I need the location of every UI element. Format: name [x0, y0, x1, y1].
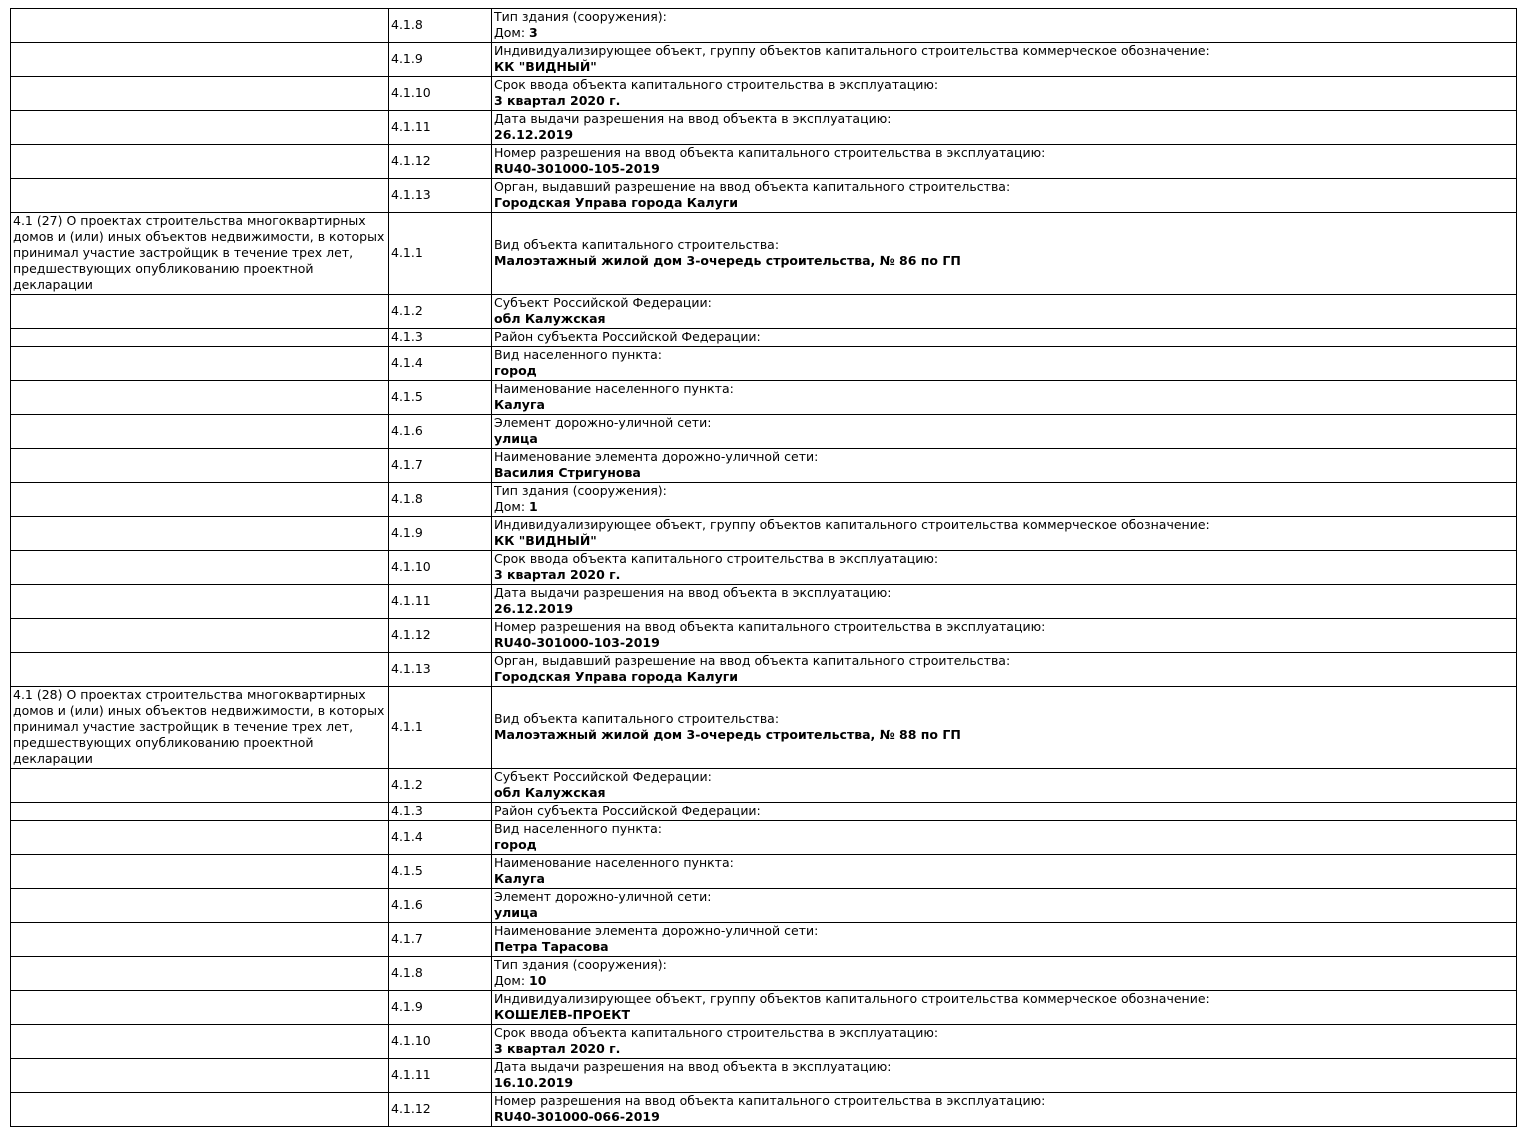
- field-label: Тип здания (сооружения):: [494, 483, 667, 498]
- field-value: [494, 635, 1513, 651]
- table-row: [11, 145, 1517, 179]
- field-label: Субъект Российской Федерации:: [494, 295, 712, 310]
- content-cell: [492, 957, 1517, 991]
- field-value-prefix: Дом:: [494, 973, 530, 988]
- section-description-cell: [11, 889, 389, 923]
- item-number: 4.1.5: [389, 855, 492, 889]
- field-value-text: 1: [529, 499, 538, 514]
- table-row: [11, 517, 1517, 551]
- content-cell: [492, 213, 1517, 295]
- field-value-text: 10: [529, 973, 547, 988]
- field-value-text: 3: [529, 25, 538, 40]
- field-label: Тип здания (сооружения):: [494, 9, 667, 24]
- table-row: [11, 329, 1517, 347]
- item-number: 4.1.6: [389, 415, 492, 449]
- section-description-cell: [11, 769, 389, 803]
- item-number: 4.1.10: [389, 551, 492, 585]
- field-label: Орган, выдавший разрешение на ввод объекта капитального строительства:: [494, 653, 1011, 668]
- table-row: [11, 213, 1517, 295]
- item-number: 4.1.12: [389, 145, 492, 179]
- field-value-text: Малоэтажный жилой дом 3-очередь строительства, № 86 по ГП: [494, 253, 961, 268]
- field-value: [494, 465, 1513, 481]
- section-description-cell: [11, 923, 389, 957]
- item-number: 4.1.4: [389, 347, 492, 381]
- section-description-cell: 4.1 (28) О проектах строительства многоквартирных домов и (или) иных объектов недвижимости, в которых принимал участие застройщик в течение трех лет, предшествующих опубликованию проектной декларации: [11, 687, 389, 769]
- table-row: [11, 889, 1517, 923]
- field-value: [494, 431, 1513, 447]
- table-row: [11, 585, 1517, 619]
- item-number: 4.1.2: [389, 295, 492, 329]
- section-description-cell: [11, 483, 389, 517]
- section-description-cell: [11, 347, 389, 381]
- table-row: [11, 855, 1517, 889]
- field-value: [494, 1007, 1513, 1023]
- table-row: [11, 347, 1517, 381]
- item-number: 4.1.4: [389, 821, 492, 855]
- declaration-table: [10, 8, 1517, 1127]
- field-value-text: RU40-301000-066-2019: [494, 1109, 660, 1124]
- content-cell: [492, 769, 1517, 803]
- content-cell: [492, 381, 1517, 415]
- content-cell: [492, 517, 1517, 551]
- content-cell: [492, 415, 1517, 449]
- field-value: [494, 939, 1513, 955]
- field-value-text: Малоэтажный жилой дом 3-очередь строительства, № 88 по ГП: [494, 727, 961, 742]
- content-cell: [492, 483, 1517, 517]
- field-value-text: RU40-301000-105-2019: [494, 161, 660, 176]
- item-number: 4.1.9: [389, 517, 492, 551]
- item-number: 4.1.8: [389, 957, 492, 991]
- section-description-cell: [11, 517, 389, 551]
- field-label: Номер разрешения на ввод объекта капитального строительства в эксплуатацию:: [494, 1093, 1046, 1108]
- item-number: 4.1.10: [389, 77, 492, 111]
- field-label: Тип здания (сооружения):: [494, 957, 667, 972]
- field-label: Срок ввода объекта капитального строительства в эксплуатацию:: [494, 551, 939, 566]
- field-value-text: 26.12.2019: [494, 127, 574, 142]
- section-description-cell: [11, 957, 389, 991]
- field-value: [494, 601, 1513, 617]
- content-cell: [492, 1059, 1517, 1093]
- field-value-text: город: [494, 363, 537, 378]
- field-label: Срок ввода объекта капитального строительства в эксплуатацию:: [494, 77, 939, 92]
- field-value: [494, 727, 1513, 743]
- field-value-text: Городская Управа города Калуги: [494, 195, 739, 210]
- table-row: [11, 415, 1517, 449]
- content-cell: [492, 821, 1517, 855]
- table-row: [11, 9, 1517, 43]
- item-number: 4.1.7: [389, 449, 492, 483]
- table-row: [11, 619, 1517, 653]
- section-description-cell: [11, 111, 389, 145]
- field-label: Орган, выдавший разрешение на ввод объекта капитального строительства:: [494, 179, 1011, 194]
- field-label: Вид объекта капитального строительства:: [494, 237, 780, 252]
- field-value-prefix: Дом:: [494, 25, 530, 40]
- field-value: [494, 905, 1513, 921]
- field-value-text: 3 квартал 2020 г.: [494, 567, 621, 582]
- field-value-text: 3 квартал 2020 г.: [494, 1041, 621, 1056]
- section-description-cell: [11, 821, 389, 855]
- content-cell: [492, 77, 1517, 111]
- field-value: [494, 253, 1513, 269]
- field-value: [494, 871, 1513, 887]
- field-value-text: 26.12.2019: [494, 601, 574, 616]
- table-row: [11, 957, 1517, 991]
- field-label: Вид населенного пункта:: [494, 821, 663, 836]
- section-description-cell: [11, 145, 389, 179]
- table-row: [11, 687, 1517, 769]
- item-number: 4.1.12: [389, 619, 492, 653]
- field-value: [494, 25, 1513, 41]
- content-cell: [492, 889, 1517, 923]
- section-description-cell: [11, 381, 389, 415]
- table-row: [11, 111, 1517, 145]
- field-value-text: КОШЕЛЕВ-ПРОЕКТ: [494, 1007, 630, 1022]
- field-value-text: 16.10.2019: [494, 1075, 574, 1090]
- content-cell: [492, 855, 1517, 889]
- item-number: 4.1.10: [389, 1025, 492, 1059]
- field-value-text: 3 квартал 2020 г.: [494, 93, 621, 108]
- item-number: 4.1.3: [389, 803, 492, 821]
- field-value: [494, 195, 1513, 211]
- section-description-cell: [11, 449, 389, 483]
- table-row: [11, 483, 1517, 517]
- field-value: [494, 59, 1513, 75]
- field-value: [494, 161, 1513, 177]
- field-label: Дата выдачи разрешения на ввод объекта в эксплуатацию:: [494, 1059, 892, 1074]
- item-number: 4.1.9: [389, 43, 492, 77]
- field-value: [494, 397, 1513, 413]
- field-label: Элемент дорожно-уличной сети:: [494, 889, 712, 904]
- content-cell: [492, 1093, 1517, 1127]
- table-row: [11, 77, 1517, 111]
- content-cell: [492, 347, 1517, 381]
- field-label: Элемент дорожно-уличной сети:: [494, 415, 712, 430]
- field-label: Вид объекта капитального строительства:: [494, 711, 780, 726]
- table-row: [11, 43, 1517, 77]
- table-row: [11, 551, 1517, 585]
- content-cell: [492, 653, 1517, 687]
- field-value-text: город: [494, 837, 537, 852]
- item-number: 4.1.9: [389, 991, 492, 1025]
- section-description-cell: 4.1 (27) О проектах строительства многоквартирных домов и (или) иных объектов недвижимости, в которых принимал участие застройщик в течение трех лет, предшествующих опубликованию проектной декларации: [11, 213, 389, 295]
- item-number: 4.1.11: [389, 111, 492, 145]
- content-cell: [492, 449, 1517, 483]
- field-label: Наименование населенного пункта:: [494, 381, 734, 396]
- item-number: 4.1.11: [389, 585, 492, 619]
- field-value: [494, 127, 1513, 143]
- content-cell: [492, 9, 1517, 43]
- field-value-text: Калуга: [494, 871, 545, 886]
- section-description-cell: [11, 415, 389, 449]
- field-value-text: Василия Стригунова: [494, 465, 641, 480]
- section-description-cell: [11, 1093, 389, 1127]
- table-row: [11, 449, 1517, 483]
- field-value: [494, 837, 1513, 853]
- item-number: 4.1.2: [389, 769, 492, 803]
- table-row: [11, 653, 1517, 687]
- section-description-cell: [11, 619, 389, 653]
- section-description-cell: [11, 43, 389, 77]
- item-number: 4.1.3: [389, 329, 492, 347]
- content-cell: [492, 111, 1517, 145]
- item-number: 4.1.7: [389, 923, 492, 957]
- field-value: [494, 1075, 1513, 1091]
- section-description-cell: [11, 551, 389, 585]
- item-number: 4.1.6: [389, 889, 492, 923]
- field-value: [494, 363, 1513, 379]
- table-row: [11, 803, 1517, 821]
- table-row: [11, 179, 1517, 213]
- section-description-cell: [11, 585, 389, 619]
- field-value-prefix: Дом:: [494, 499, 530, 514]
- field-value: [494, 533, 1513, 549]
- item-number: 4.1.12: [389, 1093, 492, 1127]
- field-value: [494, 93, 1513, 109]
- field-value: [494, 1041, 1513, 1057]
- table-body: [11, 9, 1517, 1127]
- field-value: [494, 1109, 1513, 1125]
- section-description-cell: [11, 803, 389, 821]
- table-row: [11, 769, 1517, 803]
- field-label: Наименование элемента дорожно-уличной сети:: [494, 449, 819, 464]
- content-cell: [492, 687, 1517, 769]
- table-row: [11, 1059, 1517, 1093]
- field-value-text: улица: [494, 905, 538, 920]
- field-value-text: Петра Тарасова: [494, 939, 609, 954]
- field-value-text: обл Калужская: [494, 311, 606, 326]
- content-cell: [492, 991, 1517, 1025]
- content-cell: [492, 295, 1517, 329]
- table-row: [11, 295, 1517, 329]
- field-label: Дата выдачи разрешения на ввод объекта в эксплуатацию:: [494, 111, 892, 126]
- item-number: 4.1.5: [389, 381, 492, 415]
- table-row: [11, 1093, 1517, 1127]
- field-label: Номер разрешения на ввод объекта капитального строительства в эксплуатацию:: [494, 619, 1046, 634]
- content-cell: [492, 43, 1517, 77]
- section-description-cell: [11, 991, 389, 1025]
- field-label: Дата выдачи разрешения на ввод объекта в эксплуатацию:: [494, 585, 892, 600]
- item-number: 4.1.13: [389, 653, 492, 687]
- item-number: 4.1.1: [389, 213, 492, 295]
- field-label: Индивидуализирующее объект, группу объектов капитального строительства коммерческое обозначение:: [494, 43, 1210, 58]
- field-value-text: обл Калужская: [494, 785, 606, 800]
- section-description-cell: [11, 855, 389, 889]
- field-value: [494, 567, 1513, 583]
- field-label: Район субъекта Российской Федерации:: [494, 803, 761, 818]
- field-label: Индивидуализирующее объект, группу объектов капитального строительства коммерческое обозначение:: [494, 517, 1210, 532]
- content-cell: [492, 145, 1517, 179]
- field-label: Вид населенного пункта:: [494, 347, 663, 362]
- section-description-cell: [11, 1025, 389, 1059]
- table-row: [11, 381, 1517, 415]
- content-cell: [492, 179, 1517, 213]
- field-value-text: КК "ВИДНЫЙ": [494, 59, 597, 74]
- content-cell: [492, 619, 1517, 653]
- content-cell: [492, 923, 1517, 957]
- field-value: [494, 311, 1513, 327]
- table-row: [11, 991, 1517, 1025]
- section-description-cell: [11, 77, 389, 111]
- field-value-text: улица: [494, 431, 538, 446]
- item-number: 4.1.8: [389, 9, 492, 43]
- field-value-text: RU40-301000-103-2019: [494, 635, 660, 650]
- content-cell: [492, 803, 1517, 821]
- field-value: [494, 499, 1513, 515]
- field-value: [494, 669, 1513, 685]
- table-row: [11, 1025, 1517, 1059]
- field-label: Наименование населенного пункта:: [494, 855, 734, 870]
- field-label: Район субъекта Российской Федерации:: [494, 329, 761, 344]
- document-page: [0, 8, 1529, 1124]
- field-value-text: КК "ВИДНЫЙ": [494, 533, 597, 548]
- content-cell: [492, 551, 1517, 585]
- content-cell: [492, 329, 1517, 347]
- section-description-cell: [11, 9, 389, 43]
- content-cell: [492, 585, 1517, 619]
- content-cell: [492, 1025, 1517, 1059]
- field-value-text: Калуга: [494, 397, 545, 412]
- item-number: 4.1.13: [389, 179, 492, 213]
- section-description-cell: [11, 329, 389, 347]
- field-value-text: Городская Управа города Калуги: [494, 669, 739, 684]
- section-description-cell: [11, 179, 389, 213]
- table-row: [11, 821, 1517, 855]
- section-description-cell: [11, 295, 389, 329]
- item-number: 4.1.1: [389, 687, 492, 769]
- field-label: Индивидуализирующее объект, группу объектов капитального строительства коммерческое обозначение:: [494, 991, 1210, 1006]
- field-value: [494, 785, 1513, 801]
- field-label: Номер разрешения на ввод объекта капитального строительства в эксплуатацию:: [494, 145, 1046, 160]
- field-label: Наименование элемента дорожно-уличной сети:: [494, 923, 819, 938]
- item-number: 4.1.8: [389, 483, 492, 517]
- table-row: [11, 923, 1517, 957]
- item-number: 4.1.11: [389, 1059, 492, 1093]
- field-label: Срок ввода объекта капитального строительства в эксплуатацию:: [494, 1025, 939, 1040]
- field-label: Субъект Российской Федерации:: [494, 769, 712, 784]
- field-value: [494, 973, 1513, 989]
- section-description-cell: [11, 653, 389, 687]
- section-description-cell: [11, 1059, 389, 1093]
